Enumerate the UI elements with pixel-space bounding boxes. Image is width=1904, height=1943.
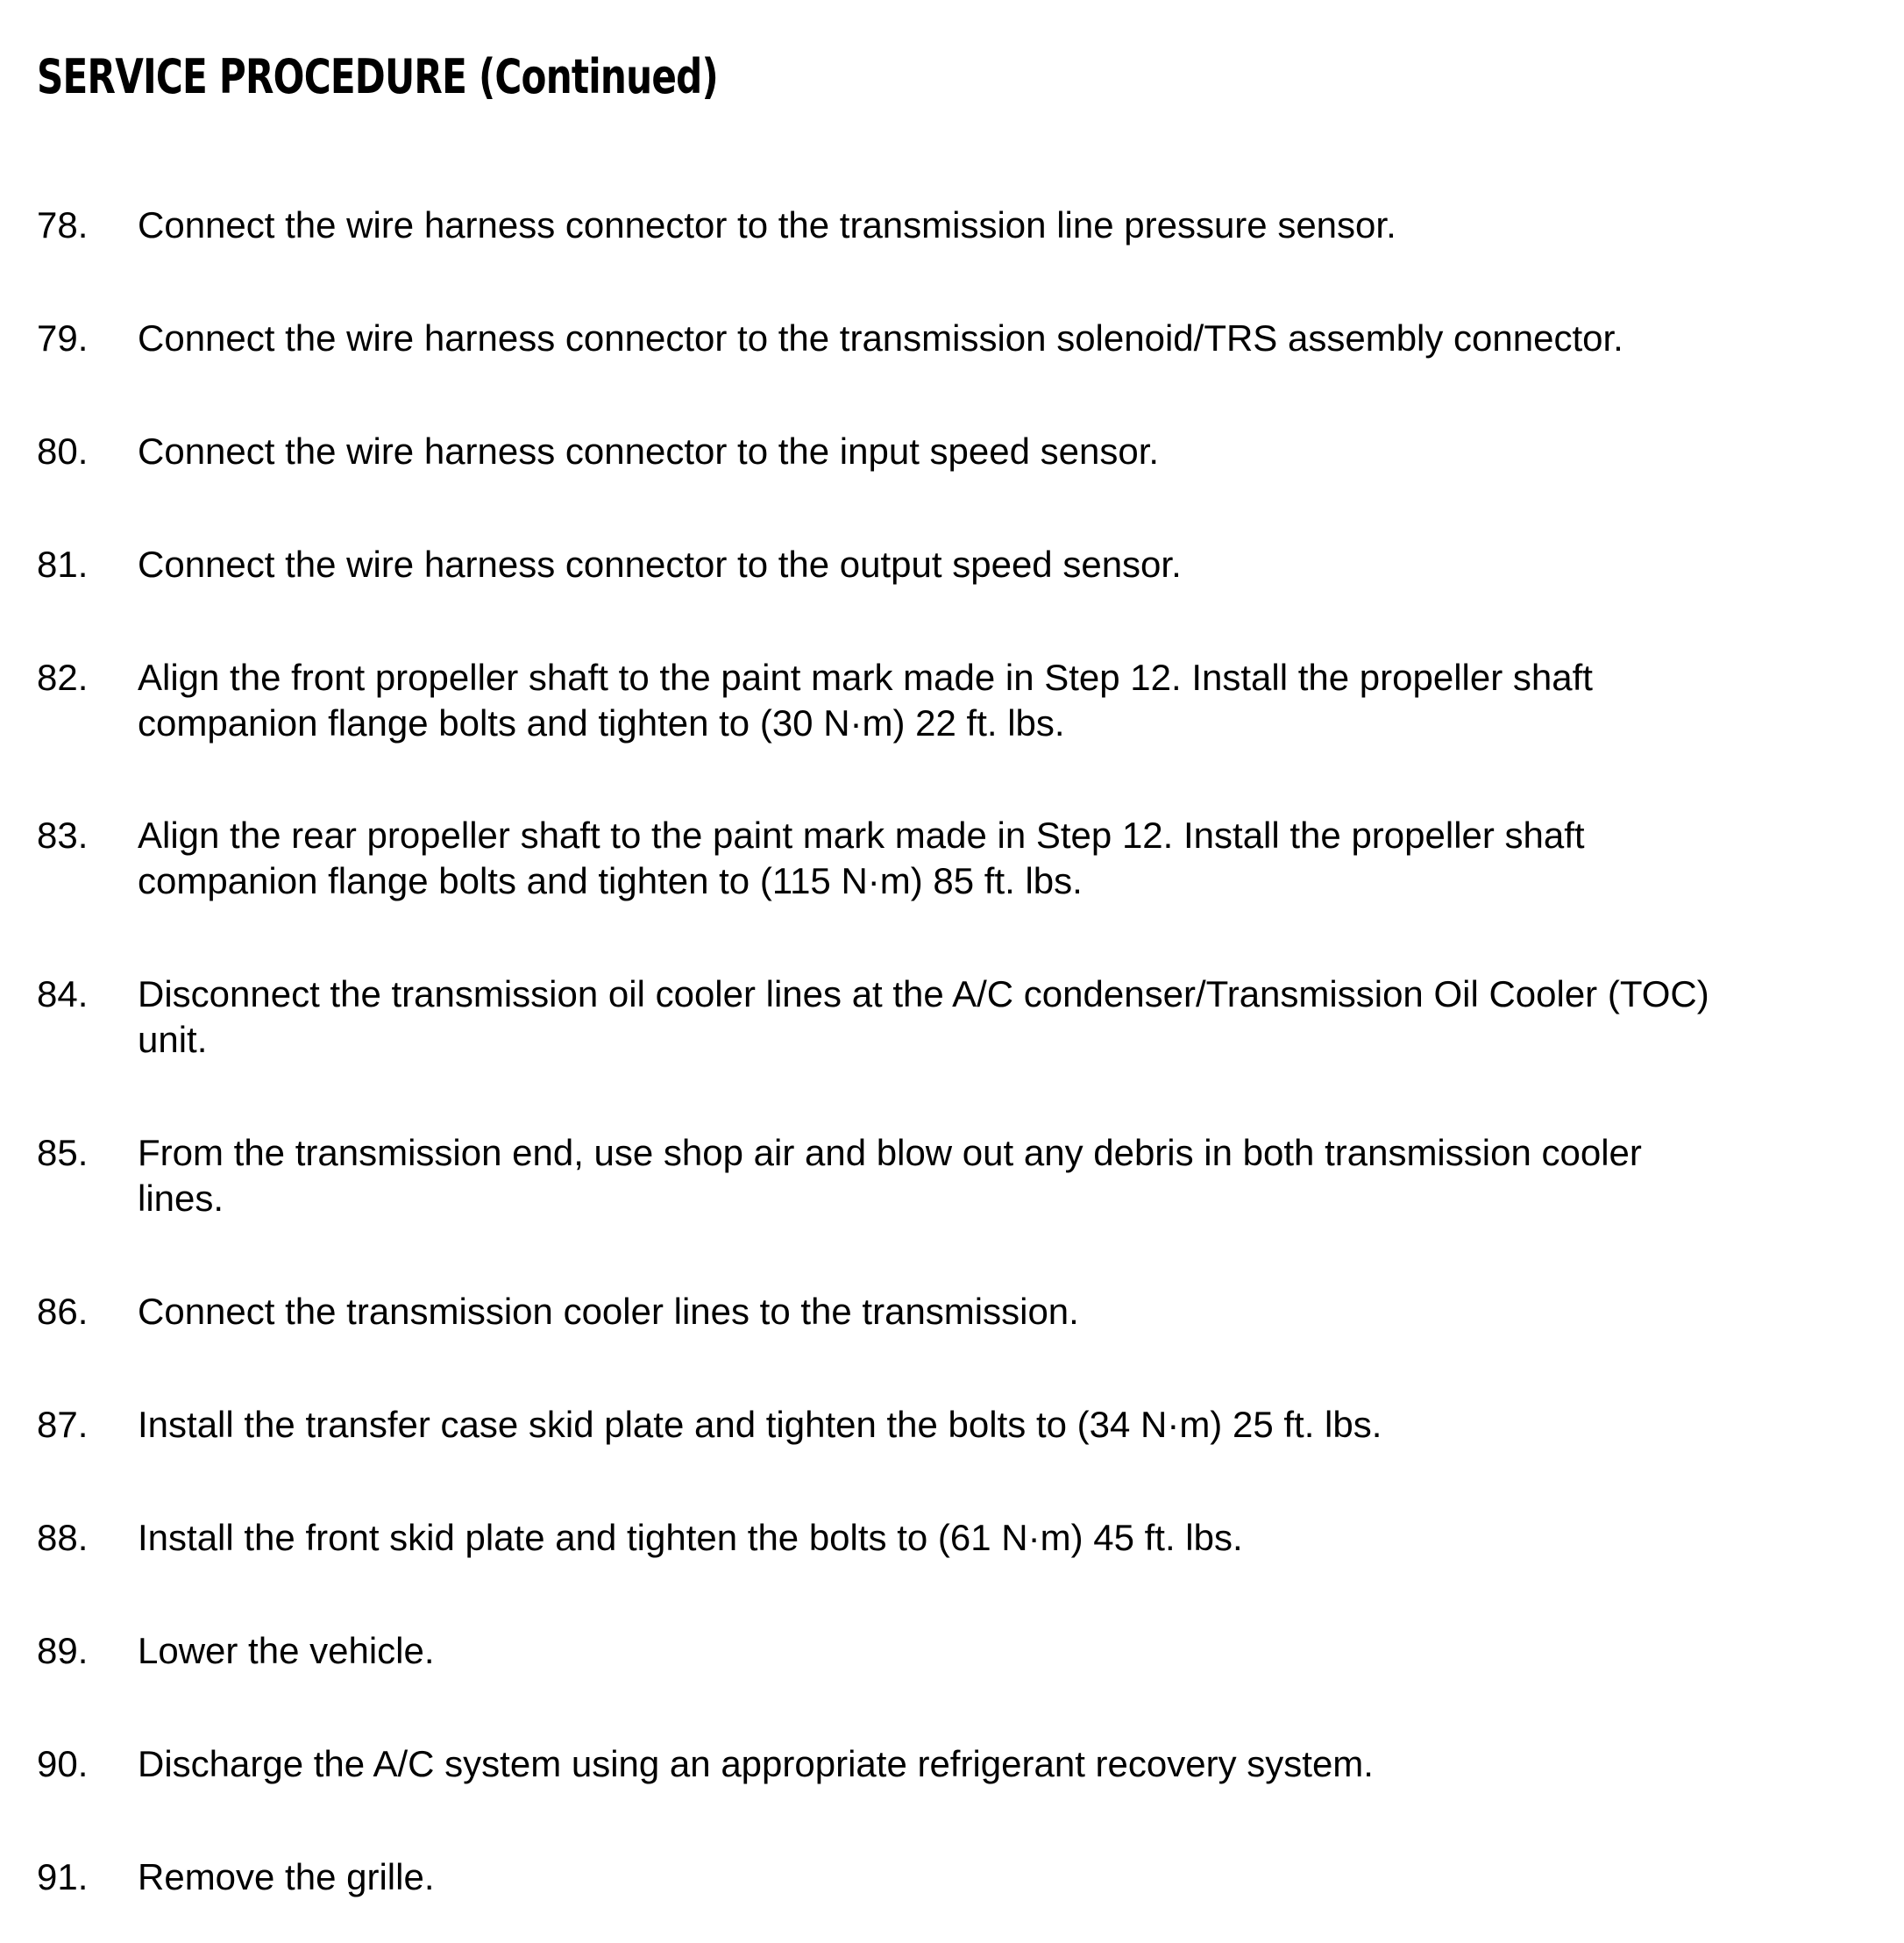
step-text: Remove the grille. xyxy=(138,1856,435,1897)
step-number: 85. xyxy=(37,1132,89,1173)
step-text: Connect the wire harness connector to the input speed sensor. xyxy=(138,431,1160,472)
step-number: 81. xyxy=(37,544,89,585)
step-text: Connect the wire harness connector to the transmission line pressure sensor. xyxy=(138,204,1396,246)
step-text: Disconnect the transmission oil cooler lines at the A/C condenser/Transmission Oil Cooler (TOC) unit. xyxy=(138,973,1709,1060)
step-number: 84. xyxy=(37,973,89,1014)
step-number: 89. xyxy=(37,1630,89,1671)
page-heading: SERVICE PROCEDURE (Continued) xyxy=(37,49,718,104)
step-text: Discharge the A/C system using an appropriate refrigerant recovery system. xyxy=(138,1743,1374,1784)
step-number: 90. xyxy=(37,1743,89,1784)
step-text: From the transmission end, use shop air and blow out any debris in both transmission cooler lines. xyxy=(138,1132,1642,1219)
step-number: 78. xyxy=(37,204,89,246)
step-text: Align the front propeller shaft to the paint mark made in Step 12. Install the propeller shaft companion flange bolts and tighten to (30 N·m) 22 ft. lbs. xyxy=(138,657,1593,744)
step-text: Install the transfer case skid plate and tighten the bolts to (34 N·m) 25 ft. lbs. xyxy=(138,1404,1382,1445)
step-number: 82. xyxy=(37,657,89,698)
step-number: 79. xyxy=(37,317,89,359)
step-number: 80. xyxy=(37,431,89,472)
step-number: 83. xyxy=(37,815,89,856)
step-text: Lower the vehicle. xyxy=(138,1630,435,1671)
step-number: 87. xyxy=(37,1404,89,1445)
step-number: 91. xyxy=(37,1856,89,1897)
step-text: Connect the transmission cooler lines to the transmission. xyxy=(138,1291,1079,1332)
step-text: Connect the wire harness connector to the transmission solenoid/TRS assembly connector. xyxy=(138,317,1623,359)
step-text: Connect the wire harness connector to the output speed sensor. xyxy=(138,544,1182,585)
step-text: Align the rear propeller shaft to the paint mark made in Step 12. Install the propeller shaft companion flange bolts and tighten to (115 N·m) 85 ft. lbs. xyxy=(138,815,1585,901)
step-number: 88. xyxy=(37,1517,89,1558)
step-text: Install the front skid plate and tighten the bolts to (61 N·m) 45 ft. lbs. xyxy=(138,1517,1243,1558)
step-number: 86. xyxy=(37,1291,89,1332)
